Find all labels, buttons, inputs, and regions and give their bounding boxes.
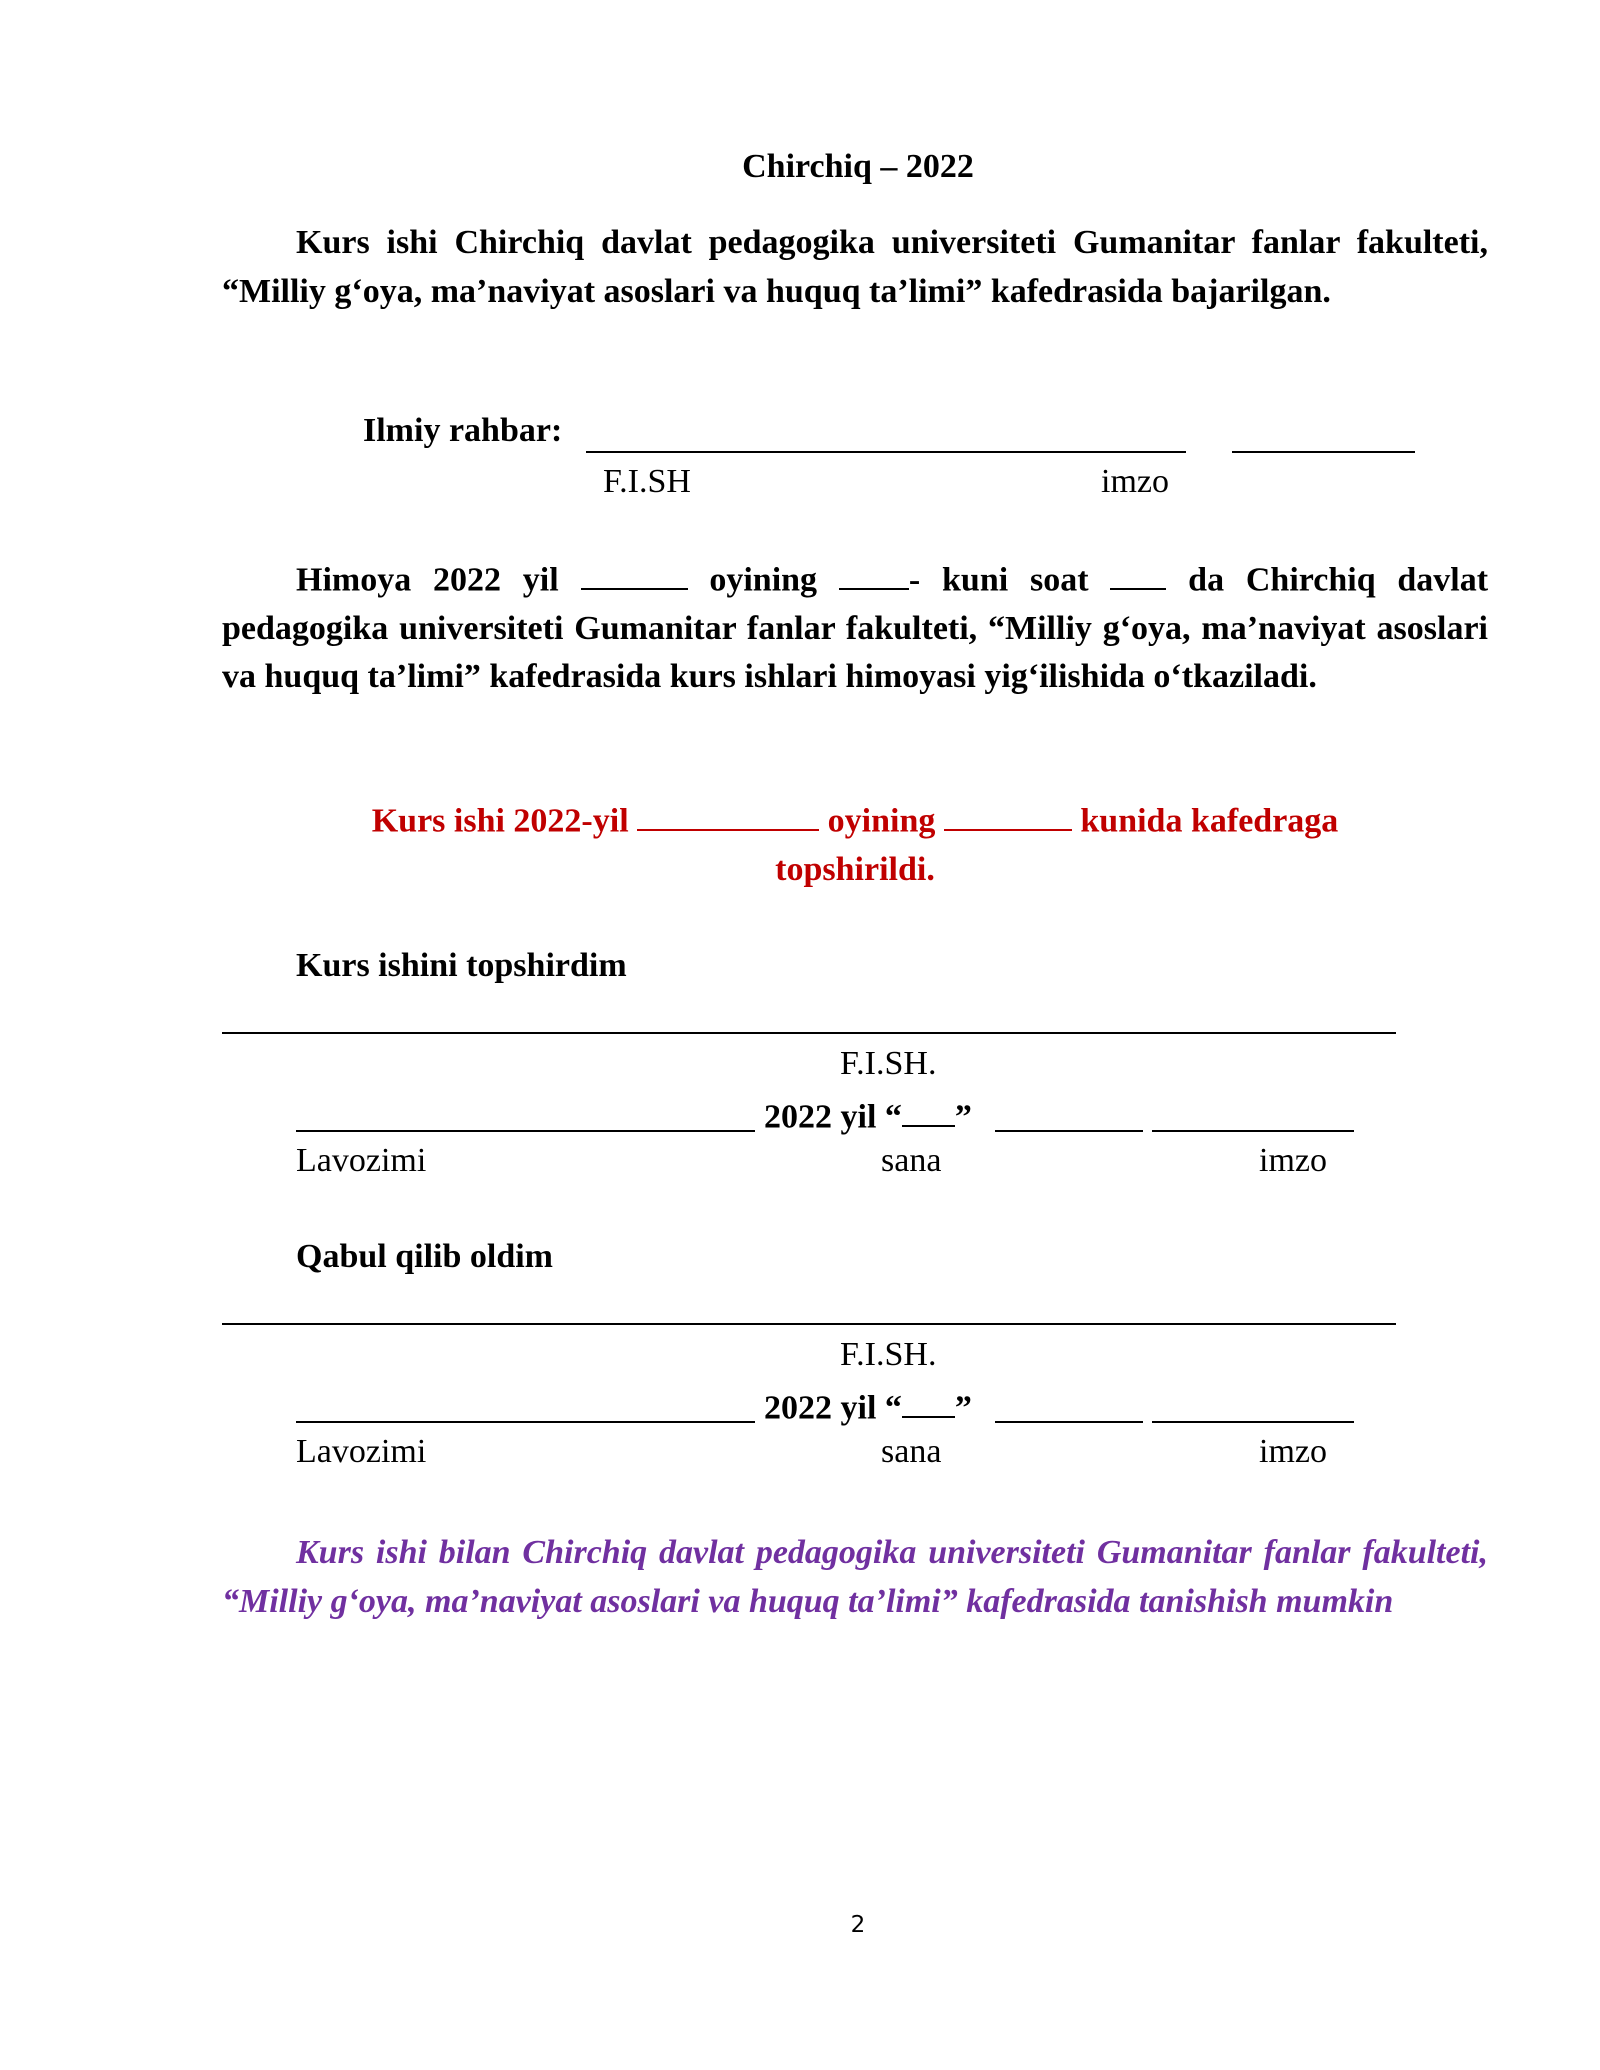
handed-over-position-caption: Lavozimi [296,1142,427,1179]
handed-over-day-blank[interactable] [902,1093,955,1127]
handed-over-sign-caption: imzo [1259,1142,1327,1179]
intro-paragraph: Kurs ishi Chirchiq davlat pedagogika universiteti Gumanitar fanlar fakulteti, “Milliy g‘oya, ma’naviyat asoslari va huquq ta’limi” kafedrasida bajarilgan. [222,224,1488,310]
review-note: Kurs ishi bilan Chirchiq davlat pedagogika universiteti Gumanitar fanlar fakulteti, “Milliy g‘oya, ma’naviyat asoslari va huquq ta’limi” kafedrasida tanishish mumkin [222,1534,1488,1620]
received-quote-close: ” [954,1389,972,1427]
handed-over-fish-line[interactable] [222,1032,1396,1034]
supervisor-name-caption: F.I.SH [603,463,691,500]
received-position-line[interactable] [296,1421,755,1423]
defense-paragraph [222,556,1488,702]
handed-over-quote-close: ” [954,1098,972,1136]
defense-text-2: oyining [709,561,818,599]
page-number: 2 [850,1912,866,1938]
submission-text-3: kunida kafedraga [1080,802,1339,840]
handed-over-month-line[interactable] [995,1130,1143,1132]
submission-day-blank[interactable] [944,797,1072,831]
submission-month-blank[interactable] [637,797,819,831]
received-position-caption: Lavozimi [296,1433,427,1470]
document-place-year: Chirchiq – 2022 [742,148,974,185]
handed-over-year-text: 2022 yil “ [764,1098,902,1136]
received-fish-line[interactable] [222,1323,1396,1325]
received-heading: Qabul qilib oldim [296,1238,553,1275]
defense-text-1: Himoya 2022 yil [296,561,559,599]
supervisor-sign-line[interactable] [1232,451,1415,453]
supervisor-name-line[interactable] [586,451,1186,453]
received-date-caption: sana [881,1433,942,1470]
received-month-line[interactable] [995,1421,1143,1423]
received-fish-caption: F.I.SH. [840,1336,937,1373]
submission-text-4: topshirildi. [775,850,935,888]
defense-text-4: da Chirchiq davlat pedagogika universiteti Gumanitar fanlar fakulteti, “Milliy g‘oya, ma’naviyat asoslari va huquq ta’limi” kafedrasida kurs ishlari himoyasi yig‘ilishida o‘tkaziladi. [222,561,1489,696]
handed-over-heading: Kurs ishini topshirdim [296,947,627,984]
submission-note [222,797,1488,894]
defense-hour-blank[interactable] [1110,556,1166,590]
submission-text-2: oyining [827,802,936,840]
received-year-text: 2022 yil “ [764,1389,902,1427]
defense-text-3: - kuni soat [908,561,1089,599]
received-day-blank[interactable] [902,1384,955,1418]
submission-text-1: Kurs ishi 2022-yil [371,802,629,840]
supervisor-label: Ilmiy rahbar: [363,412,563,449]
received-sign-caption: imzo [1259,1433,1327,1470]
received-year [764,1384,972,1427]
handed-over-sign-line[interactable] [1152,1130,1354,1132]
handed-over-year [764,1093,972,1136]
defense-day-blank[interactable] [839,556,909,590]
received-sign-line[interactable] [1152,1421,1354,1423]
handed-over-date-caption: sana [881,1142,942,1179]
handed-over-fish-caption: F.I.SH. [840,1045,937,1082]
supervisor-sign-caption: imzo [1101,463,1169,500]
defense-month-blank[interactable] [581,556,688,590]
handed-over-position-line[interactable] [296,1130,755,1132]
